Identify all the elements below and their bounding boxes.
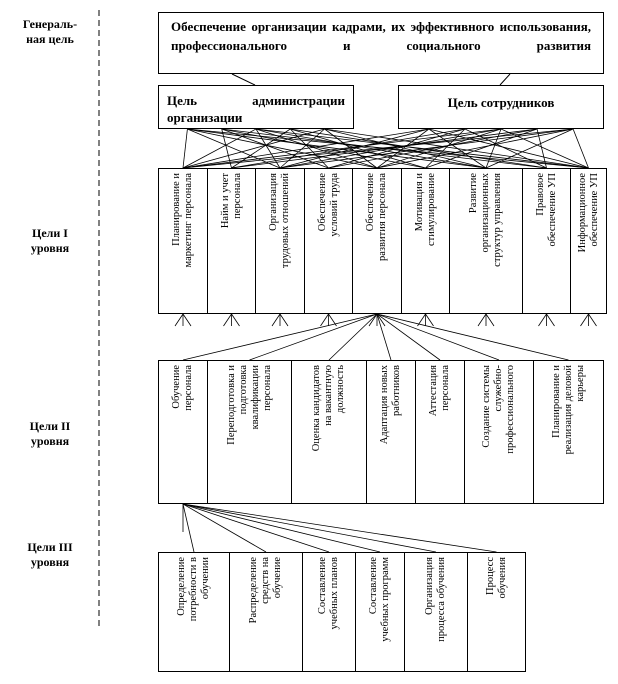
goal-l1-legal: Правовое обеспечение УП bbox=[522, 168, 571, 314]
tick-line bbox=[486, 314, 494, 326]
tick-line bbox=[232, 314, 240, 326]
tick-line bbox=[539, 314, 547, 326]
tick-line bbox=[272, 314, 280, 326]
tick-line bbox=[478, 314, 486, 326]
tick-line bbox=[581, 314, 589, 326]
fan-line bbox=[183, 129, 187, 168]
fan-line bbox=[377, 314, 391, 360]
fan-line bbox=[183, 504, 329, 552]
goal-l3-plans: Составление учебных планов bbox=[302, 552, 356, 672]
admin-goal-box: Цель администрации организации bbox=[158, 85, 354, 129]
fan-line bbox=[183, 504, 194, 552]
tick-line bbox=[183, 314, 191, 326]
goal-l1-development: Обеспечение развития персонала bbox=[352, 168, 402, 314]
tick-line bbox=[547, 314, 555, 326]
level2-row bbox=[158, 360, 604, 504]
level-label-general: Генераль- ная цель bbox=[22, 17, 78, 46]
goal-l3-funds: Распределение средств на обучение bbox=[229, 552, 303, 672]
fan-line bbox=[377, 314, 569, 360]
fan-line bbox=[183, 504, 380, 552]
goal-l1-work-conditions: Обеспечение условий труда bbox=[304, 168, 353, 314]
fan-line bbox=[183, 504, 436, 552]
general-goal-box: Обеспечение организации кадрами, их эффективного использования, профессионального и социального развития bbox=[158, 12, 604, 74]
fan-line bbox=[183, 129, 573, 168]
goal-l1-structures: Развитие организационных структур управления bbox=[449, 168, 523, 314]
goal-l2-adaptation: Адаптация новых работников bbox=[366, 360, 416, 504]
level1-row bbox=[158, 168, 607, 314]
goal-l2-attestation: Аттестация персонала bbox=[415, 360, 465, 504]
goal-l2-training: Обучение персонала bbox=[158, 360, 208, 504]
employee-goal-box: Цель сотрудников bbox=[398, 85, 604, 129]
tick-line bbox=[589, 314, 597, 326]
tick-line bbox=[224, 314, 232, 326]
goal-l3-organization: Организация процесса обучения bbox=[404, 552, 468, 672]
tick-line bbox=[321, 314, 329, 326]
level-label-second: Цели II уровня bbox=[29, 419, 71, 448]
goal-l3-needs: Определение потребности в обучении bbox=[158, 552, 230, 672]
tick-line bbox=[426, 314, 434, 326]
level3-row bbox=[158, 552, 526, 672]
level-label-first: Цели I уровня bbox=[30, 226, 70, 255]
goal-l2-career-system: Создание системы служебно- профессионального bbox=[464, 360, 534, 504]
goal-l1-labor-relations: Организация трудовых отношений bbox=[255, 168, 305, 314]
fan-line bbox=[183, 504, 266, 552]
goal-l1-hiring: Найм и учет персонала bbox=[207, 168, 256, 314]
goal-l2-retraining: Переподготовка и подготовка квалификации персонала bbox=[207, 360, 292, 504]
goal-l2-candidate-assessment: Оценка кандидатов на вакантную должность bbox=[291, 360, 367, 504]
fan-line bbox=[377, 314, 499, 360]
fan-line bbox=[183, 504, 497, 552]
goal-l1-motivation: Мотивация и стимулирование bbox=[401, 168, 450, 314]
tick-line bbox=[175, 314, 183, 326]
fan-line bbox=[329, 314, 377, 360]
tick-line bbox=[280, 314, 288, 326]
fan-line bbox=[250, 314, 378, 360]
goal-l1-planning: Планирование и маркетинг персонала bbox=[158, 168, 208, 314]
goal-l2-career-planning: Планирование и реализация деловой карьеры bbox=[533, 360, 604, 504]
goal-l3-process: Процесс обучения bbox=[467, 552, 526, 672]
level-label-third: Цели III уровня bbox=[27, 540, 73, 569]
goal-l3-programs: Составление учебных программ bbox=[355, 552, 405, 672]
goal-l1-information: Информационное обеспечение УП bbox=[570, 168, 607, 314]
